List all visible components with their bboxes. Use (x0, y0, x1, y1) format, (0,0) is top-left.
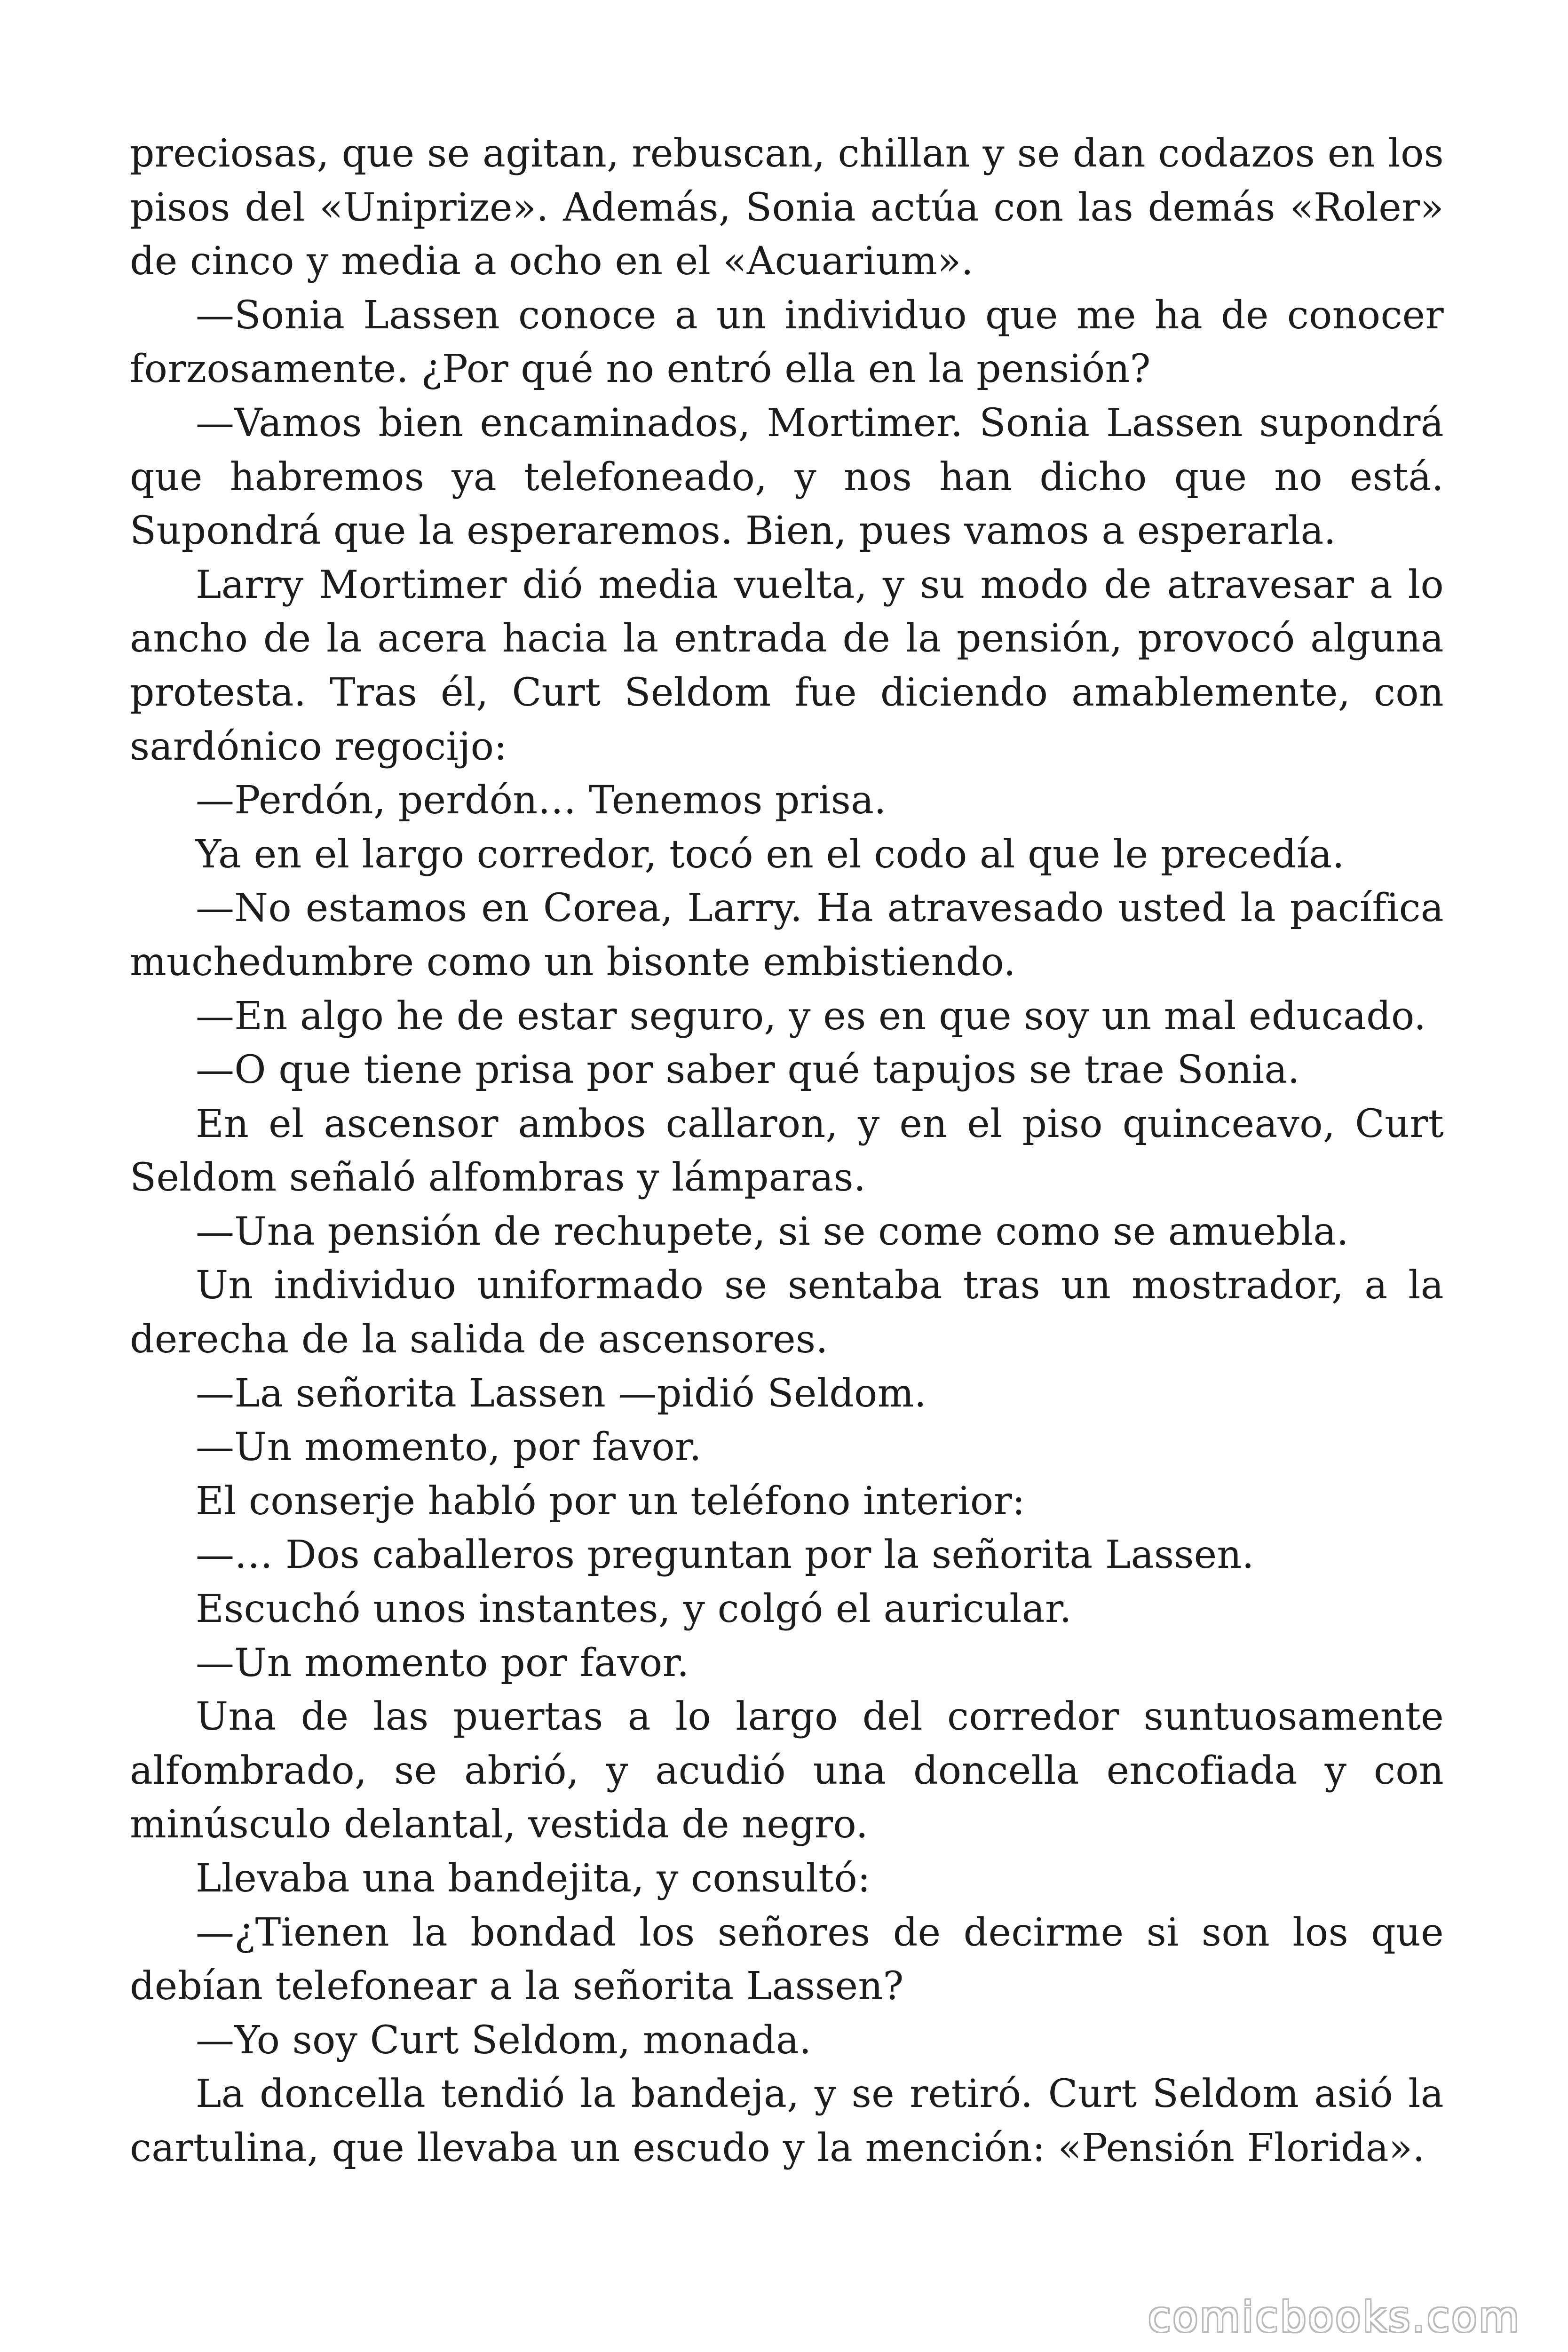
paragraph-23: La doncella tendió la bandeja, y se retiró. Curt Seldom asió la cartulina, que llevaba un escudo y la mención: «Pensión Florida». (130, 2072, 1444, 2170)
paragraph-7: —No estamos en Corea, Larry. Ha atravesado usted la pacífica muchedumbre como un bisonte embistiendo. (130, 886, 1444, 985)
paragraph-17: Escuchó unos instantes, y colgó el auricular. (196, 1587, 1072, 1632)
paragraph-3: —Vamos bien encaminados, Mortimer. Sonia Lassen supondrá que habremos ya telefoneado, y nos han dicho que no está. Supondrá que la esperaremos. Bien, pues vamos a esperarla. (130, 400, 1444, 554)
paragraph-9: —O que tiene prisa por saber qué tapujos se trae Sonia. (196, 1048, 1300, 1093)
body-text (130, 127, 1444, 2176)
paragraph-22: —Yo soy Curt Seldom, monada. (196, 2018, 812, 2063)
paragraph-12: Un individuo uniformado se sentaba tras un mostrador, a la derecha de la salida de ascensores. (130, 1263, 1444, 1362)
paragraph-2: —Sonia Lassen conoce a un individuo que me ha de conocer forzosamente. ¿Por qué no entró ella en la pensión? (130, 293, 1444, 392)
paragraph-13: —La señorita Lassen —pidió Seldom. (196, 1371, 927, 1416)
site-watermark: comicbooks.com (1148, 2293, 1521, 2341)
paragraph-11: —Una pensión de rechupete, si se come como se amuebla. (196, 1209, 1349, 1254)
paragraph-15: El conserje habló por un teléfono interior: (196, 1478, 1025, 1524)
paragraph-16: —… Dos caballeros preguntan por la señorita Lassen. (196, 1533, 1254, 1578)
paragraph-14: —Un momento, por favor. (196, 1425, 702, 1470)
paragraph-6: Ya en el largo corredor, tocó en el codo al que le precedía. (196, 832, 1345, 877)
paragraph-10: En el ascensor ambos callaron, y en el piso quinceavo, Curt Seldom señaló alfombras y lámparas. (130, 1101, 1444, 1200)
paragraph-8: —En algo he de estar seguro, y es en que soy un mal educado. (196, 993, 1426, 1039)
paragraph-4: Larry Mortimer dió media vuelta, y su modo de atravesar a lo ancho de la acera hacia la entrada de la pensión, provocó alguna protesta. Tras él, Curt Seldom fue diciendo amablemente, con sardónico regocijo: (130, 562, 1444, 769)
paragraph-20: Llevaba una bandejita, y consultó: (196, 1856, 871, 1901)
paragraph-18: —Un momento por favor. (196, 1640, 689, 1685)
paragraph-21: —¿Tienen la bondad los señores de decirme si son los que debían telefonear a la señorita Lassen? (130, 1910, 1444, 2009)
paragraph-19: Una de las puertas a lo largo del corredor suntuosamente alfombrado, se abrió, y acudió una doncella encofiada y con minúsculo delantal, vestida de negro. (130, 1694, 1444, 1847)
paragraph-5: —Perdón, perdón… Tenemos prisa. (196, 778, 887, 823)
paragraph-1: preciosas, que se agitan, rebuscan, chillan y se dan codazos en los pisos del «Uniprize». Además, Sonia actúa con las demás «Roler» de cinco y media a ocho en el «Acuarium». (130, 131, 1444, 284)
